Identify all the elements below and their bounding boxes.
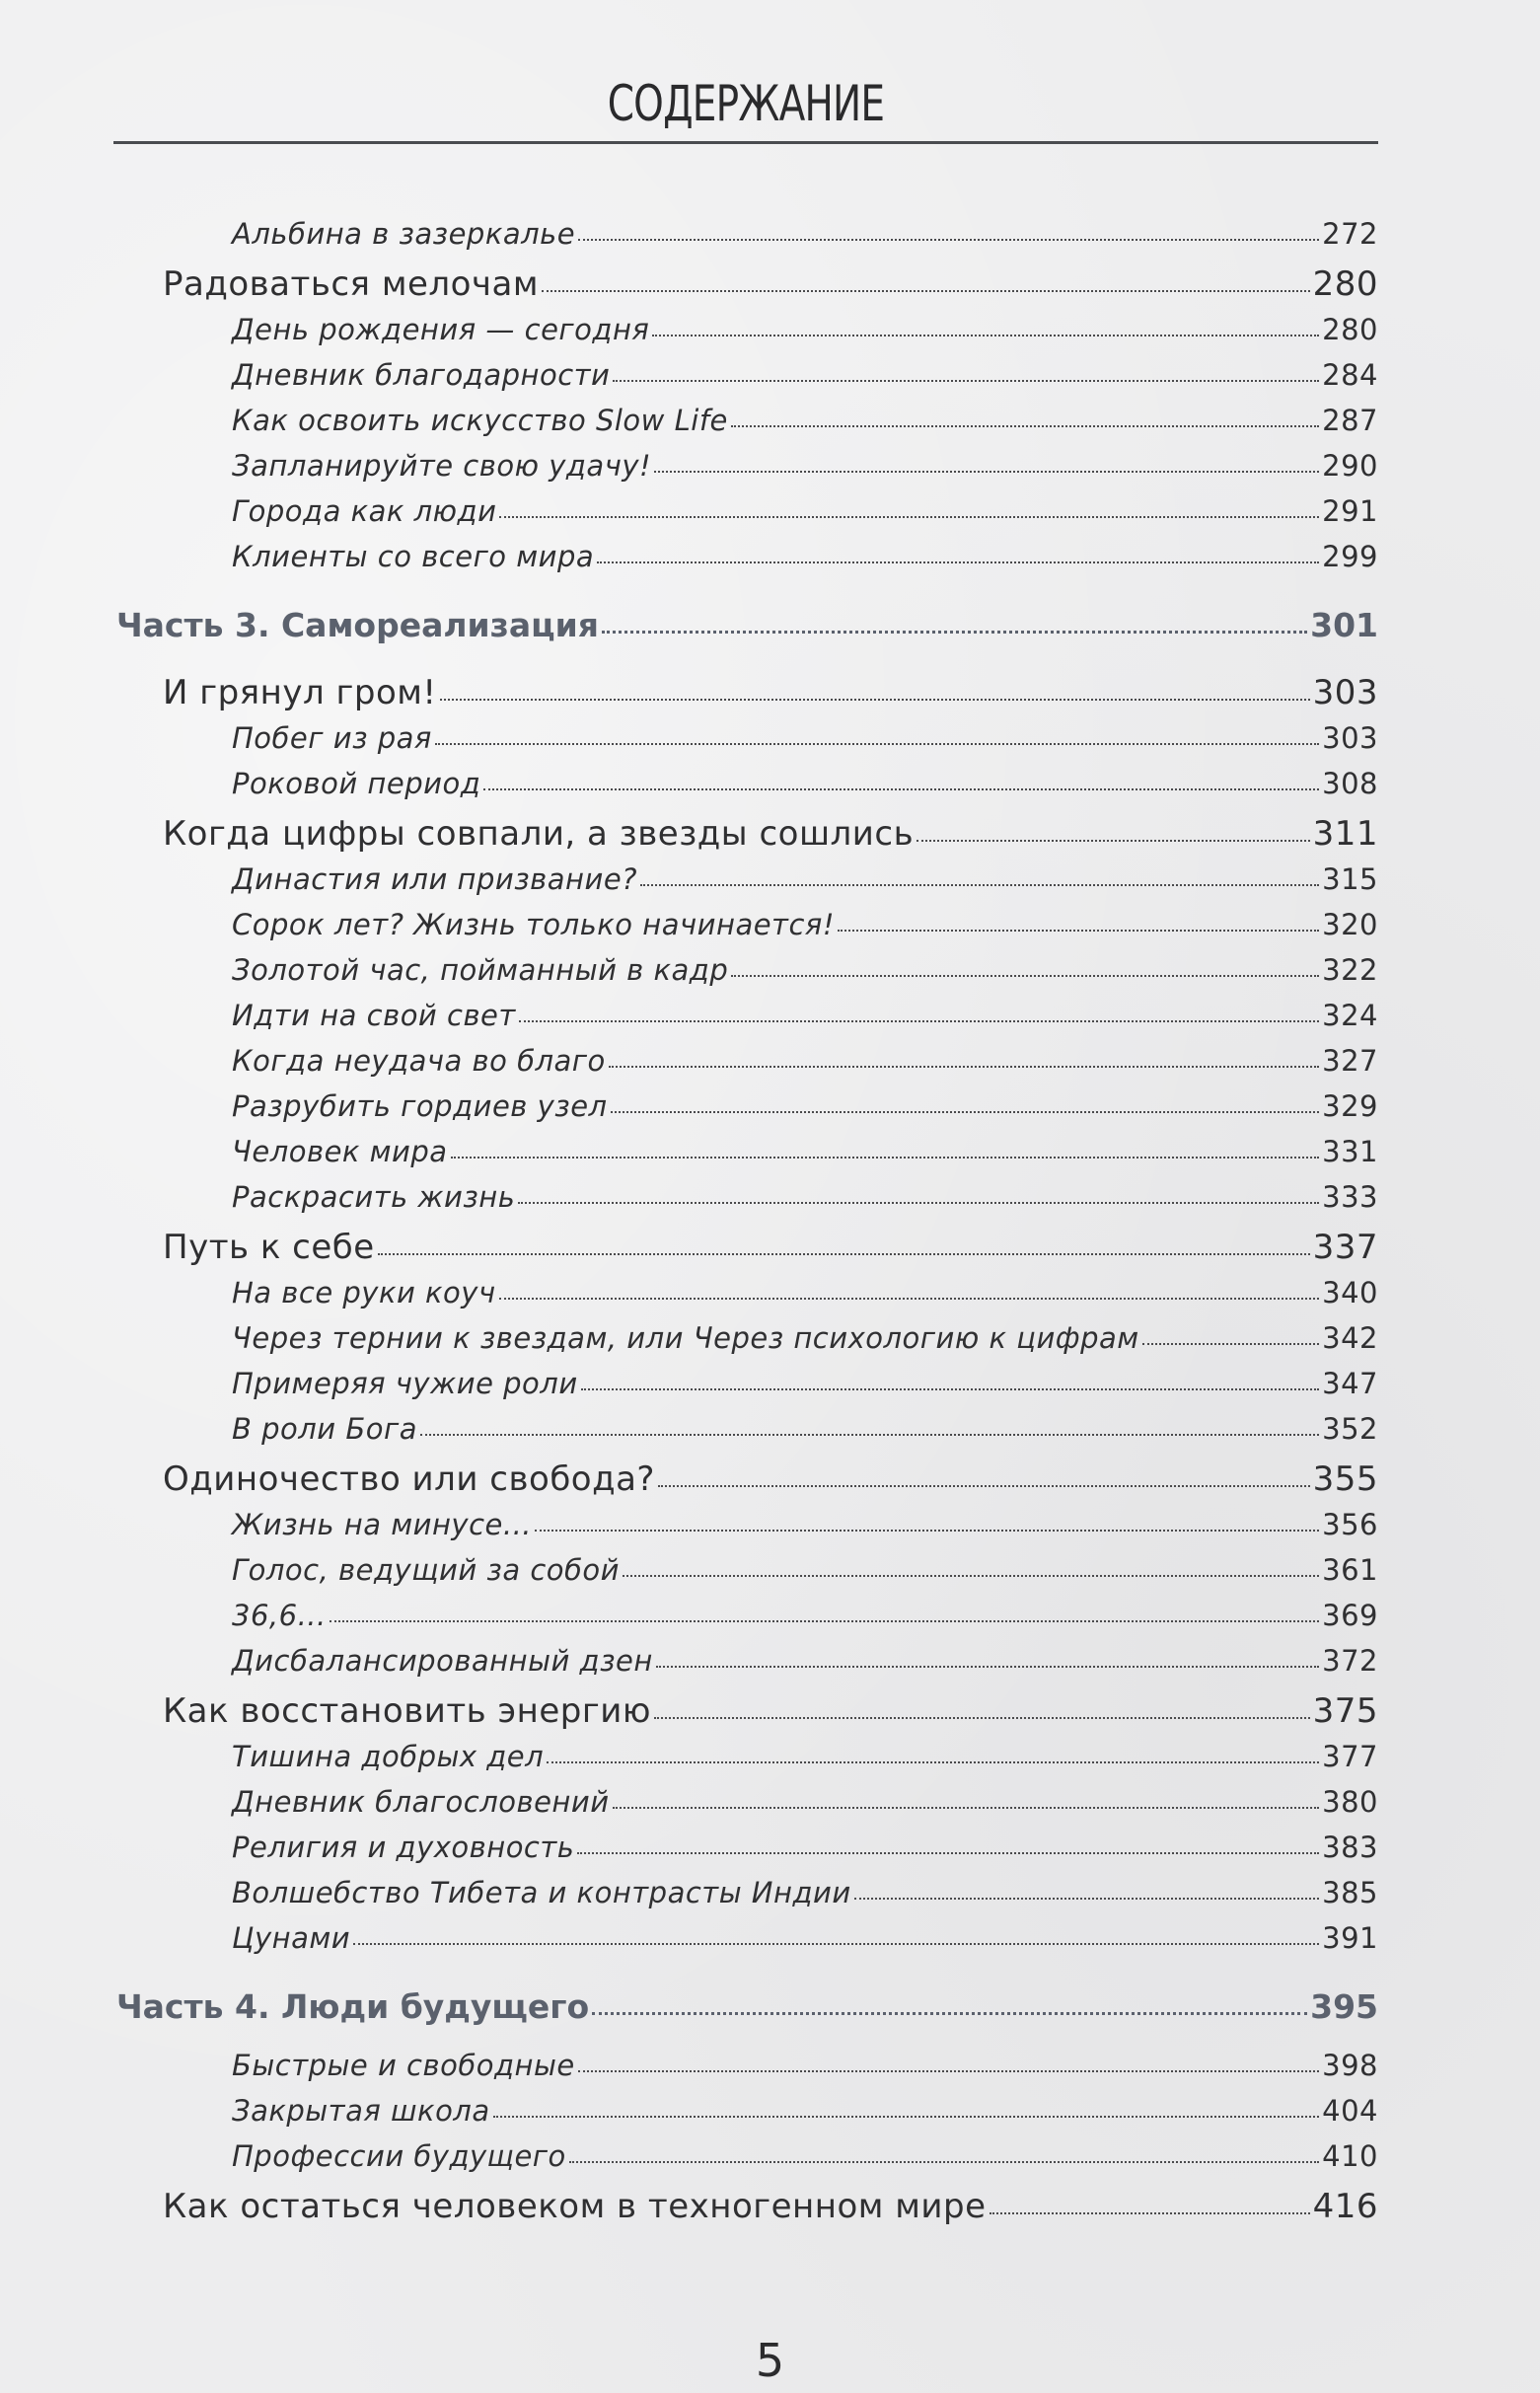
dot-leader [611,1110,1320,1113]
toc-entry-page: 369 [1322,1599,1378,1632]
toc-subentry[interactable] [232,1876,1378,1909]
toc-entry-page: 395 [1310,1987,1378,2026]
dot-leader [652,334,1319,337]
toc-entry-page: 280 [1312,264,1378,304]
toc-entry-title: Династия или призвание? [232,862,638,896]
toc-subentry[interactable] [232,1321,1378,1355]
toc-entry-page: 329 [1322,1089,1378,1123]
dot-leader [602,630,1307,634]
toc-section-entry[interactable] [163,2187,1378,2226]
toc-entry-page: 287 [1322,404,1378,437]
toc-entry-title: Путь к себе [163,1228,375,1267]
toc-subentry[interactable] [232,1831,1378,1864]
toc-section-entry[interactable] [163,1228,1378,1267]
toc-entry-title: Золотой час, пойманный в кадр [232,953,729,987]
toc-subentry[interactable] [232,1921,1378,1955]
toc-subentry[interactable] [232,908,1378,941]
dot-leader [854,1897,1319,1900]
toc-entry-title: Когда неудача во благо [232,1044,606,1078]
dot-leader [654,470,1319,473]
dot-leader [378,1252,1310,1255]
toc-entry-page: 383 [1322,1831,1378,1864]
toc-subentry[interactable] [232,358,1378,392]
dot-leader [483,787,1319,790]
toc-entry-page: 361 [1322,1553,1378,1587]
toc-section-entry[interactable] [163,1459,1378,1499]
toc-subentry[interactable] [232,1412,1378,1446]
dot-leader [609,1065,1319,1068]
toc-entry-page: 331 [1322,1135,1378,1168]
toc-section-entry[interactable] [163,814,1378,854]
toc-subentry[interactable] [232,1553,1378,1587]
toc-subentry[interactable] [232,953,1378,987]
toc-entry-page: 320 [1322,908,1378,941]
toc-subentry[interactable] [232,1740,1378,1773]
dot-leader [542,289,1310,292]
toc-entry-page: 347 [1322,1367,1378,1400]
toc-entry-title: Клиенты со всего мира [232,540,595,573]
toc-entry-page: 356 [1322,1508,1378,1541]
toc-entry-page: 375 [1312,1691,1378,1731]
toc-section-entry[interactable] [163,264,1378,304]
dot-leader [654,1716,1310,1719]
toc-entry-title: Побег из рая [232,721,432,755]
dot-leader [569,2160,1319,2163]
toc-subentry[interactable] [232,2094,1378,2128]
toc-entry-page: 327 [1322,1044,1378,1078]
toc-subentry[interactable] [232,1785,1378,1819]
toc-entry-title: Как освоить искусство Slow Life [232,404,728,437]
dot-leader [656,1665,1319,1668]
toc-entry-title: День рождения — сегодня [232,313,650,346]
toc-entry-title: Города как люди [232,494,497,528]
toc-subentry[interactable] [232,999,1378,1032]
toc-subentry[interactable] [232,1644,1378,1678]
dot-leader [547,1760,1319,1763]
toc-entry-page: 380 [1322,1785,1378,1819]
toc-entry-page: 398 [1322,2049,1378,2082]
toc-entry-title: Через тернии к звездам, или Через психологию к цифрам [232,1321,1139,1355]
toc-entry-title: Дисбалансированный дзен [232,1644,653,1678]
toc-subentry[interactable] [232,721,1378,755]
dot-leader [658,1484,1310,1487]
toc-entry-page: 342 [1322,1321,1378,1355]
page-title: СОДЕРЖАНИЕ [607,75,885,132]
toc-entry-title: Дневник благодарности [232,358,611,392]
toc-entry-title: Сорок лет? Жизнь только начинается! [232,908,835,941]
toc-entry-page: 280 [1322,313,1378,346]
dot-leader [838,929,1319,932]
dot-leader [330,1619,1319,1622]
dot-leader [535,1529,1319,1532]
toc-entry-page: 410 [1322,2139,1378,2173]
dot-leader [731,974,1319,977]
toc-subentry[interactable] [232,540,1378,573]
toc-entry-title: В роли Бога [232,1412,418,1446]
dot-leader [499,515,1319,518]
toc-subentry[interactable] [232,449,1378,483]
toc-entry-page: 322 [1322,953,1378,987]
dot-leader [451,1156,1320,1159]
dot-leader [353,1942,1319,1945]
toc-entry-page: 377 [1322,1740,1378,1773]
dot-leader [577,1851,1319,1854]
toc-entry-page: 385 [1322,1876,1378,1909]
toc-entry-title: Волшебство Тибета и контрасты Индии [232,1876,851,1909]
toc-entry-page: 324 [1322,999,1378,1032]
toc-entry-page: 372 [1322,1644,1378,1678]
toc-entry-title: Как восстановить энергию [163,1691,651,1731]
dot-leader [435,742,1319,745]
toc-entry-page: 291 [1322,494,1378,528]
toc-entry-title: Тишина добрых дел [232,1740,545,1773]
dot-leader [640,883,1319,886]
toc-entry-title: Раскрасить жизнь [232,1180,516,1214]
toc-entry-page: 315 [1322,862,1378,896]
toc-subentry[interactable] [232,1089,1378,1123]
toc-entry-title: Как остаться человеком в техногенном мире [163,2187,987,2226]
toc-entry-page: 333 [1322,1180,1378,1214]
toc-entry-title: Голос, ведущий за собой [232,1553,621,1587]
toc-entry-title: Роковой период [232,767,481,800]
toc-subentry[interactable] [232,862,1378,896]
toc-entry-page: 337 [1312,1228,1378,1267]
dot-leader [581,1387,1319,1390]
toc-entry-title: Быстрые и свободные [232,2049,575,2082]
toc-entry-title: Радоваться мелочам [163,264,539,304]
toc-entry-page: 301 [1310,606,1378,644]
toc-entry-title: Часть 4. Люди будущего [116,1987,590,2026]
toc-entry-title: Идти на свой свет [232,999,516,1032]
dot-leader [731,424,1319,427]
toc-entry-page: 404 [1322,2094,1378,2128]
dot-leader [440,698,1310,701]
toc-entry-title: Дневник благословений [232,1785,610,1819]
toc-subentry[interactable] [232,1180,1378,1214]
dot-leader [578,2069,1319,2072]
toc-entry-title: Закрытая школа [232,2094,490,2128]
dot-leader [420,1433,1319,1436]
toc-subentry[interactable] [232,217,1378,251]
title-rule [113,141,1378,144]
toc-subentry[interactable] [232,313,1378,346]
toc-part-heading[interactable] [116,606,1378,644]
toc-entry-title: Разрубить гордиев узел [232,1089,608,1123]
toc-subentry[interactable] [232,1044,1378,1078]
toc-entry-page: 416 [1312,2187,1378,2226]
toc-subentry[interactable] [232,404,1378,437]
toc-entry-title: Одиночество или свобода? [163,1459,655,1499]
toc-entry-page: 352 [1322,1412,1378,1446]
toc-subentry[interactable] [232,1135,1378,1168]
toc-entry-title: Жизнь на минусе... [232,1508,533,1541]
toc-subentry[interactable] [232,767,1378,800]
toc-subentry[interactable] [232,2139,1378,2173]
dot-leader [623,1574,1319,1577]
toc-entry-title: Часть 3. Самореализация [116,606,599,644]
toc-entry-page: 311 [1312,814,1378,854]
dot-leader [519,1019,1319,1022]
toc-subentry[interactable] [232,1367,1378,1400]
toc-entry-title: И грянул гром! [163,673,437,712]
toc-section-entry[interactable] [163,673,1378,712]
toc-entry-page: 299 [1322,540,1378,573]
toc-entry-title: Когда цифры совпали, а звезды сошлись [163,814,915,854]
toc-entry-page: 355 [1312,1459,1378,1499]
toc-subentry[interactable] [232,494,1378,528]
dot-leader [917,839,1309,842]
toc-entry-page: 308 [1322,767,1378,800]
dot-leader [499,1297,1320,1300]
toc-entry-title: Альбина в зазеркалье [232,217,576,251]
dot-leader [613,1806,1320,1809]
dot-leader [597,561,1319,563]
toc-entry-page: 290 [1322,449,1378,483]
toc-subentry[interactable] [232,2049,1378,2082]
dot-leader [613,379,1319,382]
dot-leader [1142,1342,1319,1345]
dot-leader [493,2115,1320,2118]
toc-entry-page: 391 [1322,1921,1378,1955]
toc-entry-title: Запланируйте свою удачу! [232,449,652,483]
toc-entry-title: Религия и духовность [232,1831,575,1864]
dot-leader [592,2011,1307,2015]
dot-leader [990,2211,1310,2214]
toc-part-heading[interactable] [116,1987,1378,2026]
toc-entry-page: 272 [1322,217,1378,251]
toc-section-entry[interactable] [163,1691,1378,1731]
toc-subentry[interactable] [232,1599,1378,1632]
toc-entry-title: Примеряя чужие роли [232,1367,578,1400]
toc-entry-page: 340 [1322,1276,1378,1309]
dot-leader [578,238,1319,241]
toc-entry-page: 284 [1322,358,1378,392]
toc-entry-title: Человек мира [232,1135,448,1168]
toc-subentry[interactable] [232,1276,1378,1309]
toc-entry-title: Цунами [232,1921,351,1955]
page-number: 5 [755,2334,785,2387]
toc-entry-page: 303 [1312,673,1378,712]
toc-entry-title: 36,6... [232,1599,327,1632]
dot-leader [518,1201,1319,1204]
toc-subentry[interactable] [232,1508,1378,1541]
toc-entry-page: 303 [1322,721,1378,755]
toc-entry-title: На все руки коуч [232,1276,496,1309]
toc-entry-title: Профессии будущего [232,2139,566,2173]
